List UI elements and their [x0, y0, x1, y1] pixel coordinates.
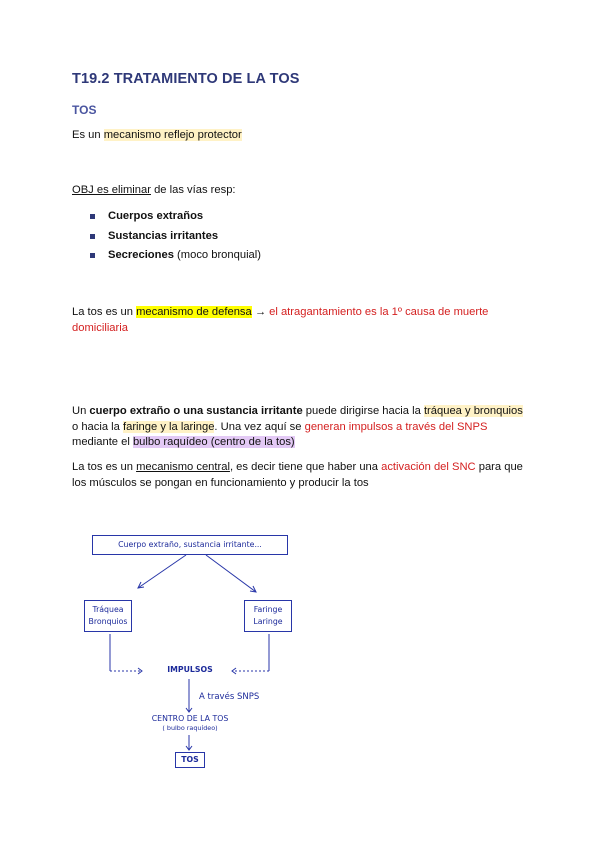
central-text-a: La tos es un [72, 461, 137, 473]
diagram-snps-label: A través SNPS [199, 692, 260, 702]
mech-highlight-2: faringe y la laringe [123, 420, 215, 433]
list-item-bold: Sustancias irritantes [108, 229, 219, 242]
mech-bold: cuerpo extraño o una sustancia irritante [89, 405, 303, 417]
mech-text-a: Un [72, 405, 90, 417]
diagram-right-label-2: Laringe [253, 617, 283, 626]
list-item-bold: Secreciones [108, 249, 174, 261]
list-item-text: (moco bronquial) [173, 249, 261, 261]
diagram-right-label-1: Faringe [253, 605, 283, 614]
diagram-left-label-1: Tráquea [92, 605, 124, 614]
definition-text: Es un [72, 129, 104, 141]
defense-red-text-2: domiciliaria [72, 321, 128, 334]
central-text-c: para que [475, 461, 523, 473]
diagram-top-box [92, 535, 288, 555]
diagram-right-box [244, 600, 292, 632]
central-text-b: , es decir tiene que haber una [229, 461, 382, 473]
diagram-centro-label: CENTRO DE LA TOS [151, 714, 229, 723]
mech-highlight-1: tráquea y bronquios [423, 405, 523, 417]
diagram-impulsos-label: IMPULSOS [167, 665, 213, 674]
central-red: activación del SNC [381, 461, 476, 473]
objective-text: de las vías resp: [150, 184, 236, 196]
diagram-left-box [84, 600, 132, 632]
diagram-left-label-2: Bronquios [88, 617, 128, 626]
defense-text: La tos es un [72, 306, 137, 318]
mech-text-c: o hacia la [72, 420, 123, 433]
section-subtitle: TOS [72, 103, 97, 117]
definition-highlight: mecanismo reflejo protector [103, 129, 242, 141]
mech-highlight-3: bulbo raquídeo (centro de la tos) [132, 436, 295, 449]
arrow-text: → [251, 306, 270, 318]
central-text-line2: los músculos se pongan en funcionamiento y producir la tos [72, 476, 369, 489]
diagram-tos-box [175, 752, 205, 768]
diagram-tos-label: TOS [181, 755, 199, 764]
page-title: T19.2 TRATAMIENTO DE LA TOS [72, 71, 300, 87]
list-item-bold: Cuerpos extraños [108, 210, 204, 222]
diagram-bulbo-label: ( bulbo raquídeo) [162, 724, 218, 732]
defense-highlight: mecanismo de defensa [136, 306, 252, 318]
mech-red: generan impulsos a través del SNPS [304, 420, 488, 433]
mech-text-e: mediante el [72, 436, 133, 449]
objective-underlined: OBJ es eliminar [72, 184, 151, 196]
defense-red-text: el atragantamiento es la 1º causa de muerte [269, 306, 489, 318]
diagram-top-label: Cuerpo extraño, sustancia irritante... [118, 540, 262, 549]
mech-text-d: . Una vez aquí se [214, 420, 305, 433]
central-underlined: mecanismo central [136, 461, 230, 473]
mech-text-b: puede dirigirse hacia la [302, 405, 424, 417]
